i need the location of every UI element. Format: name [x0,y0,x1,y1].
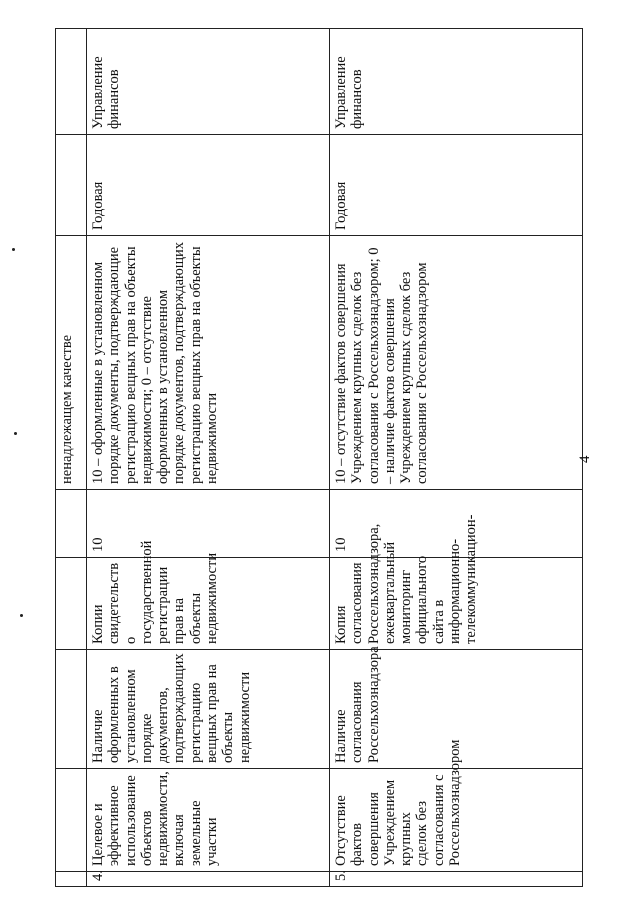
scan-speck [12,248,15,251]
continued-row [56,29,87,887]
table-row [330,29,583,887]
cell-blank [56,490,87,558]
cell-blank [56,769,87,872]
cell-blank [56,558,87,650]
cell-blank [56,872,87,887]
indicator-criterion: Наличие оформленных в установленном порядке документов, подтверждающих регистрацию вещных прав на объекты недвижимости [87,650,330,769]
cell-continued-scale: ненадлежащем качестве [56,236,87,490]
indicator-name: Целевое и эффективное использование объектов недвижимости, включая земельные участки [87,769,330,872]
indicator-responsible: Управление финансов [87,29,330,135]
table-row [87,29,330,887]
indicator-responsible: Управление финансов [330,29,583,135]
criteria-table [55,28,583,887]
indicator-source: Копия согласования Россельхознадзора, ежеквартальный мониторинг официального сайта в информационно-телекоммуникацион- [330,558,583,650]
scan-speck [20,614,23,617]
indicator-scale: 10 – отсутствие фактов совершения Учреждением крупных сделок без согласования с Россельхознадзором; 0 – наличие фактов совершения Учреждением крупных сделок без согласования с Россельхознадзором [330,236,583,490]
indicator-period: Годовая [87,135,330,236]
indicator-scale: 10 – оформленные в установленном порядке документы, подтверждающие регистрацию вещных прав на объекты недвижимости; 0 – отсутствие оформленных в установленном порядке документов, подтверждающих регистрацию вещных прав на объекты недвижимости [87,236,330,490]
scan-speck [14,432,17,435]
cell-blank [56,135,87,236]
cell-blank [56,29,87,135]
indicator-name: Отсутствие фактов совершения Учреждением крупных сделок без согласования с Россельхознадзором [330,769,583,872]
indicator-period: Годовая [330,135,583,236]
indicator-weight: 10 [330,490,583,558]
indicator-weight: 10 [87,490,330,558]
cell-blank [56,650,87,769]
indicator-criterion: Наличие согласования Россельхознадзора [330,650,583,769]
row-number: 4. [87,872,330,887]
row-number: 5. [330,872,583,887]
indicator-source: Копии свидетельств о государственной регистрации прав на объекты недвижимости [87,558,330,650]
page-number: 4 [577,455,593,463]
